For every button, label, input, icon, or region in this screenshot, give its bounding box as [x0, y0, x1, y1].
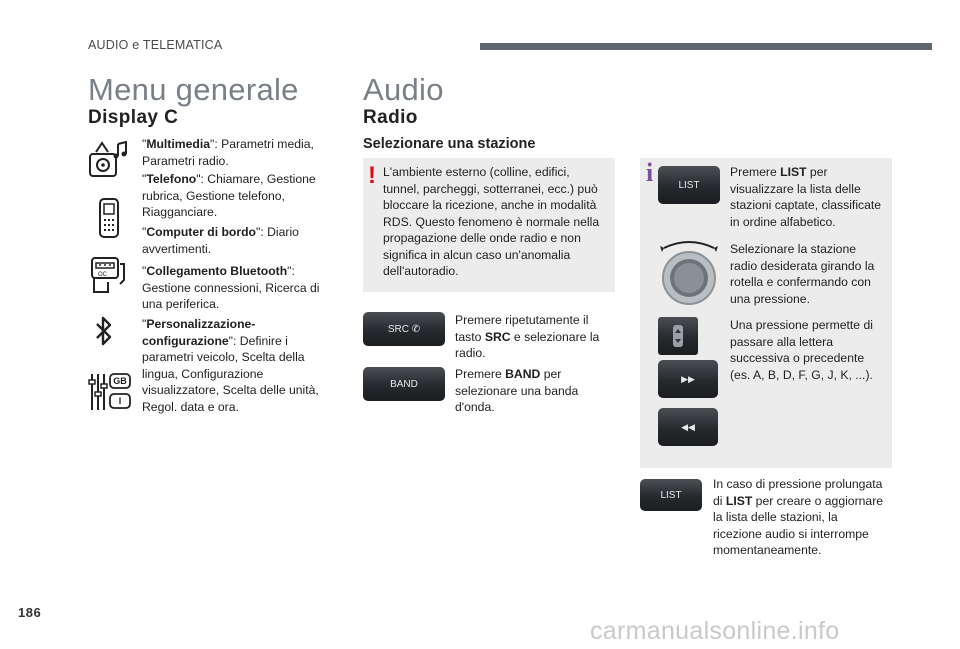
- menu-item-personalizzazione: "Personalizzazione-configurazione": Definire i parametri veicolo, Scelta della lingua, Configurazione visualizzatore, Scelta delle unità, Regol. data e ora.: [142, 317, 319, 414]
- list-instruction: Premere LIST per visualizzare la lista delle stazioni captate, classificate in ordine alfabetico.: [730, 165, 882, 229]
- trip-computer-icon: [90, 256, 128, 294]
- section-title: Selezionare una stazione: [363, 136, 536, 152]
- menu-item-bluetooth: "Collegamento Bluetooth": Gestione connessioni, Ricerca di una periferica.: [142, 264, 320, 311]
- phone-icon: [98, 198, 120, 238]
- page-title-right: Audio: [363, 72, 444, 107]
- header-bar: [480, 43, 932, 50]
- band-instruction: Premere BAND per selezionare una banda d'onda.: [455, 367, 579, 414]
- section-header: AUDIO e TELEMATICA: [88, 38, 223, 52]
- page-title-left: Menu generale: [88, 72, 299, 107]
- band-button: BAND: [363, 367, 445, 401]
- info-icon: i: [646, 158, 654, 187]
- watermark: carmanualsonline.info: [590, 617, 840, 645]
- warning-text: L'ambiente esterno (colline, edifici, tunnel, parcheggi, sotterranei, ecc.) può bloccare la ricezione, anche in modalità RDS. Questo fenomeno è normale nella propagazione delle onde radio e non significa in alcun caso un'anomalia dell'autoradio.: [383, 165, 600, 278]
- src-instruction: Premere ripetutamente il tasto SRC e selezionare la radio.: [455, 313, 600, 360]
- settings-icon-language-alt: I: [118, 396, 122, 406]
- menu-item-telefono: "Telefono": Chiamare, Gestione rubrica, Gestione telefono, Riagganciare.: [142, 172, 316, 219]
- forward-button: ▶▶: [658, 360, 718, 398]
- seek-control-icon: [658, 317, 698, 355]
- settings-icon-language: GB: [113, 376, 127, 386]
- menu-item-multimedia: "Multimedia": Parametri media, Parametri radio.: [142, 137, 314, 168]
- svg-text:OC: OC: [98, 272, 107, 278]
- back-button: ◀◀: [658, 408, 718, 446]
- knob-instruction: Selezionare la stazione radio desiderata girando la rotella e confermando con una pressione.: [730, 242, 875, 306]
- subtitle-radio: Radio: [363, 107, 418, 128]
- long-press-instruction: In caso di pressione prolungata di LIST per creare o aggiornare la lista delle stazioni, la ricezione audio si interrompe momentaneamente.: [713, 477, 884, 557]
- warning-icon: !: [368, 162, 376, 189]
- list-button: LIST: [658, 166, 720, 204]
- menu-item-computer-di-bordo: "Computer di bordo": Diario avvertimenti.: [142, 225, 299, 256]
- src-button: SRC ✆: [363, 312, 445, 346]
- list-button-long: LIST: [640, 479, 702, 511]
- bluetooth-icon: [95, 316, 113, 346]
- multimedia-icon: [88, 140, 130, 180]
- rotary-knob-icon: [656, 240, 722, 306]
- page-number: 186: [18, 605, 42, 620]
- subtitle-display: Display C: [88, 107, 179, 128]
- seek-instruction: Una pressione permette di passare alla lettera successiva o precedente (es. A, B, D, F, G, J, K, ...).: [730, 318, 873, 382]
